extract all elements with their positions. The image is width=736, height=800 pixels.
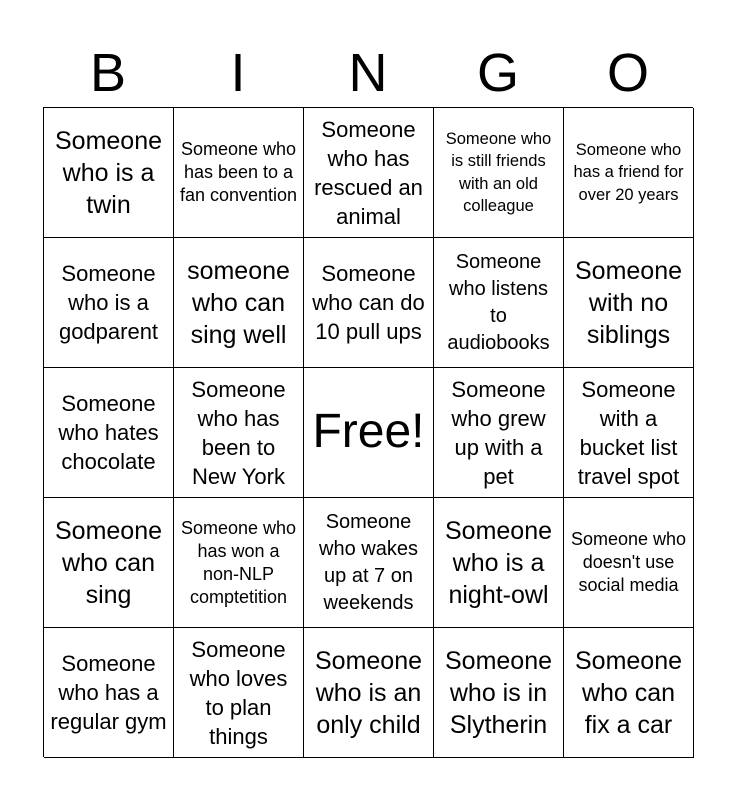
cell-text: Someone who can fix a car <box>574 646 683 739</box>
title-letter-n: N <box>348 43 388 103</box>
bingo-cell[interactable] <box>174 368 304 498</box>
title-letter-g: G <box>476 43 519 103</box>
free-space-cell[interactable] <box>304 368 434 498</box>
title-letter-i: I <box>230 43 246 103</box>
cell-text: Someone who doesn't use social media <box>570 529 687 595</box>
title-letter-b: B <box>89 43 127 103</box>
bingo-cell[interactable] <box>434 628 564 758</box>
free-space-text: Free! <box>312 405 425 459</box>
cell-text: Someone who is a twin <box>54 126 163 219</box>
cell-text: Someone who is an only child <box>314 646 423 739</box>
cell-text: Someone who has been to a fan convention <box>179 139 298 205</box>
bingo-cell[interactable] <box>44 628 174 758</box>
bingo-cell[interactable] <box>564 108 694 238</box>
bingo-cell[interactable] <box>44 368 174 498</box>
bingo-cell[interactable] <box>44 238 174 368</box>
cell-text: Someone with a bucket list travel spot <box>577 376 680 489</box>
bingo-title <box>43 38 693 108</box>
cell-text: someone who can sing well <box>187 256 290 349</box>
bingo-cell[interactable] <box>434 368 564 498</box>
cell-text: Someone who is a night-owl <box>444 516 553 609</box>
bingo-cell[interactable] <box>434 108 564 238</box>
cell-text: Someone with no siblings <box>574 256 683 349</box>
cell-text: Someone who loves to plan things <box>189 636 288 749</box>
bingo-cell[interactable] <box>44 108 174 238</box>
cell-text: Someone who has won a non-NLP comptetition <box>180 517 297 607</box>
cell-text: Someone who listens to audiobooks <box>447 250 550 354</box>
cell-text: Someone who is still friends with an old colleague <box>445 129 552 215</box>
bingo-cell[interactable] <box>174 108 304 238</box>
bingo-cell[interactable] <box>174 498 304 628</box>
cell-text: Someone who has rescued an animal <box>314 116 423 229</box>
title-letter-o: O <box>606 43 649 103</box>
bingo-cell[interactable] <box>434 498 564 628</box>
cell-text: Someone who has been to New York <box>191 376 286 489</box>
cell-text: Someone who has a friend for over 20 years <box>573 140 684 204</box>
bingo-cell[interactable] <box>564 238 694 368</box>
bingo-cell[interactable] <box>304 108 434 238</box>
cell-text: Someone who grew up with a pet <box>451 376 546 489</box>
bingo-cell[interactable] <box>304 238 434 368</box>
cell-text: Someone who is a godparent <box>58 261 159 344</box>
cell-text: Someone who can sing <box>54 516 163 609</box>
cell-text: Someone who is in Slytherin <box>444 646 553 739</box>
bingo-cell[interactable] <box>304 498 434 628</box>
bingo-cell[interactable] <box>564 368 694 498</box>
bingo-cell[interactable] <box>174 238 304 368</box>
bingo-cell[interactable] <box>564 498 694 628</box>
bingo-cell[interactable] <box>304 628 434 758</box>
bingo-cell[interactable] <box>434 238 564 368</box>
bingo-cell[interactable] <box>44 498 174 628</box>
cell-text: Someone who wakes up at 7 on weekends <box>319 510 418 614</box>
bingo-board <box>43 107 693 757</box>
cell-text: Someone who can do 10 pull ups <box>312 261 425 344</box>
bingo-cell[interactable] <box>564 628 694 758</box>
cell-text: Someone who has a regular gym <box>50 651 167 734</box>
cell-text: Someone who hates chocolate <box>58 391 159 474</box>
bingo-cell[interactable] <box>174 628 304 758</box>
